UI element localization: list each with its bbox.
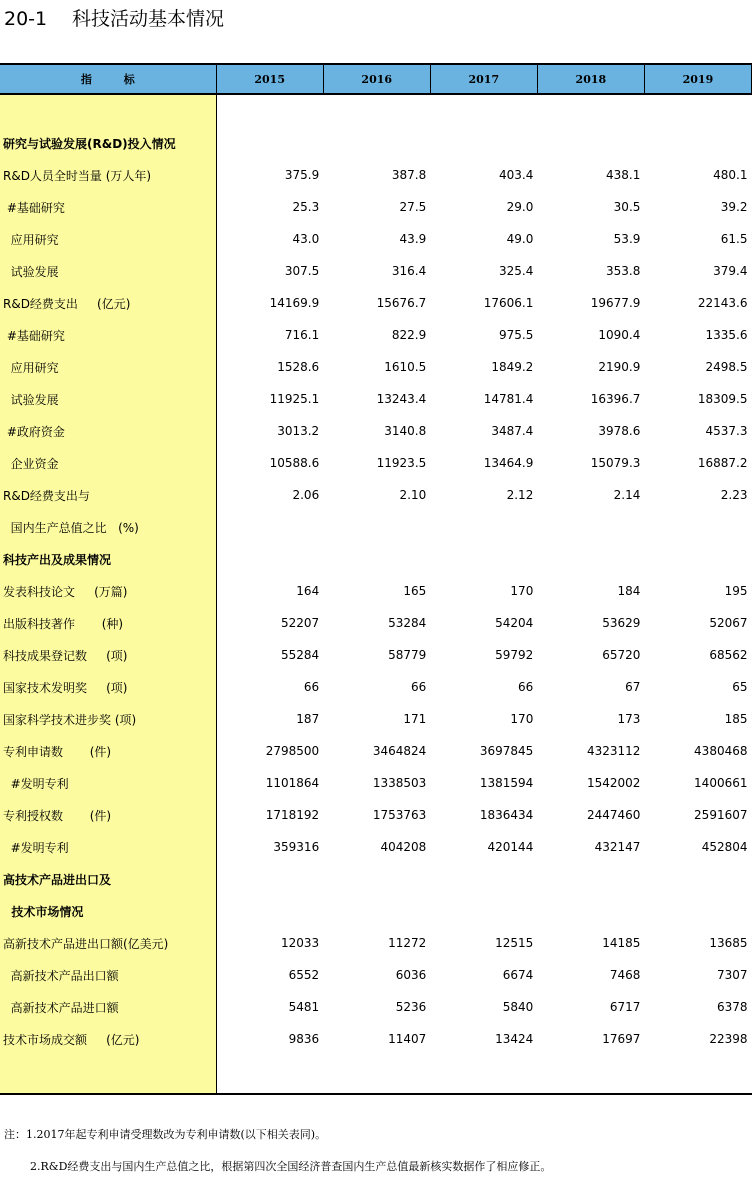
table-cell: 2498.5: [705, 360, 748, 374]
table-cell: 11272: [388, 936, 427, 950]
table-cell: 6674: [502, 968, 534, 982]
table-cell: 52207: [281, 616, 320, 630]
table-cell: 17606.1: [483, 296, 534, 310]
table-cell: 452804: [701, 840, 748, 854]
table-cell: 1335.6: [705, 328, 748, 342]
year-header: 2017: [430, 64, 537, 94]
table-cell: 387.8: [391, 168, 427, 182]
table-row: [0, 575, 752, 607]
table-cell: 5236: [395, 1000, 427, 1014]
table-cell: 325.4: [498, 264, 534, 278]
table-cell: 1836434: [479, 808, 534, 822]
row-label: 出版科技著作 (种): [0, 607, 216, 639]
table-cell: 13464.9: [483, 456, 534, 470]
row-label: #发明专利: [0, 767, 216, 799]
table-row: [0, 447, 752, 479]
row-label: 应用研究: [0, 351, 216, 383]
table-cell: [216, 895, 323, 927]
table-cell: [644, 895, 751, 927]
table-cell: 3140.8: [384, 424, 427, 438]
year-header: 2019: [644, 64, 751, 94]
table-cell: 195: [724, 584, 748, 598]
table-cell: 65: [732, 680, 748, 694]
row-label: 技术市场成交额 (亿元): [0, 1023, 216, 1055]
table-cell: 7307: [716, 968, 748, 982]
table-cell: [644, 543, 751, 575]
table-row: [0, 1023, 752, 1055]
table-row: [0, 319, 752, 351]
table-cell: [644, 127, 751, 159]
table-cell: 432147: [594, 840, 641, 854]
table-cell: [537, 863, 644, 895]
table-row: [0, 671, 752, 703]
table-cell: 2798500: [265, 744, 320, 758]
table-cell: [323, 543, 430, 575]
table-cell: 11923.5: [376, 456, 427, 470]
table-cell: 14185: [602, 936, 641, 950]
table-row: [0, 191, 752, 223]
row-label: 高新技术产品进出口额(亿美元): [0, 927, 216, 959]
table-cell: 11407: [388, 1032, 427, 1046]
year-header: 2018: [537, 64, 644, 94]
header-row: [0, 64, 752, 94]
table-row: [0, 991, 752, 1023]
table-cell: 173: [617, 712, 641, 726]
table-cell: [216, 511, 323, 543]
indicator-header: 指 标: [0, 64, 216, 94]
table-cell: [323, 127, 430, 159]
table-cell: 17697: [602, 1032, 641, 1046]
spacer-row: [0, 94, 752, 127]
table-cell: [644, 511, 751, 543]
table-cell: 1338503: [372, 776, 427, 790]
table-cell: [323, 863, 430, 895]
table-row: [0, 735, 752, 767]
row-label: #政府资金: [0, 415, 216, 447]
table-cell: 3978.6: [598, 424, 641, 438]
table-cell: 5481: [288, 1000, 320, 1014]
table-cell: 16887.2: [697, 456, 748, 470]
table-row: [0, 159, 752, 191]
table-cell: [323, 895, 430, 927]
table-cell: 61.5: [720, 232, 748, 246]
table-title: 科技活动基本情况: [72, 8, 225, 30]
table-cell: 7468: [609, 968, 641, 982]
table-cell: 1090.4: [598, 328, 641, 342]
table-cell: 43.0: [292, 232, 320, 246]
table-row: [0, 767, 752, 799]
table-row: [0, 831, 752, 863]
section-label: 科技产出及成果情况: [0, 543, 216, 575]
table-cell: 19677.9: [590, 296, 641, 310]
row-label: 应用研究: [0, 223, 216, 255]
table-cell: 6717: [609, 1000, 641, 1014]
table-cell: 14781.4: [483, 392, 534, 406]
table-row: [0, 383, 752, 415]
table-cell: 29.0: [506, 200, 534, 214]
table-cell: 353.8: [606, 264, 641, 278]
table-cell: 55284: [281, 648, 320, 662]
row-label: #基础研究: [0, 319, 216, 351]
row-label: 科技成果登记数 (项): [0, 639, 216, 671]
table-cell: 67: [625, 680, 641, 694]
table-cell: 1718192: [265, 808, 320, 822]
table-row: [0, 287, 752, 319]
section-label: 研究与试验发展(R&D)投入情况: [0, 127, 216, 159]
table-row: [0, 959, 752, 991]
table-cell: 716.1: [284, 328, 320, 342]
row-label: 专利申请数 (件): [0, 735, 216, 767]
spacer-row: [0, 1055, 752, 1094]
table-row: [0, 223, 752, 255]
table-cell: 9836: [288, 1032, 320, 1046]
table-cell: 3013.2: [277, 424, 320, 438]
table-row: [0, 703, 752, 735]
table-cell: 822.9: [391, 328, 427, 342]
section-row: [0, 127, 752, 159]
row-label: R&D经费支出与: [0, 479, 216, 511]
table-cell: [537, 543, 644, 575]
table-cell: 2.23: [720, 488, 748, 502]
table-cell: 6378: [716, 1000, 748, 1014]
footnote: 注：1.2017年起专利申请受理数改为专利申请数(以下相关表同)。: [4, 1128, 327, 1141]
row-label: 试验发展: [0, 383, 216, 415]
table-cell: 25.3: [292, 200, 320, 214]
table-cell: 22143.6: [697, 296, 748, 310]
table-cell: 58779: [388, 648, 427, 662]
table-cell: [323, 511, 430, 543]
table-cell: [430, 895, 537, 927]
table-cell: 2.12: [506, 488, 534, 502]
table-cell: 359316: [273, 840, 320, 854]
table-cell: [430, 127, 537, 159]
table-cell: 6036: [395, 968, 427, 982]
table-cell: 53.9: [613, 232, 641, 246]
table-cell: 438.1: [606, 168, 641, 182]
table-cell: 2447460: [586, 808, 641, 822]
row-label: R&D经费支出 (亿元): [0, 287, 216, 319]
statistics-table: [0, 63, 752, 1095]
table-row: [0, 351, 752, 383]
table-cell: 27.5: [399, 200, 427, 214]
table-cell: 4323112: [586, 744, 641, 758]
table-cell: 3697845: [479, 744, 534, 758]
row-label: #发明专利: [0, 831, 216, 863]
table-cell: 1753763: [372, 808, 427, 822]
table-cell: 13243.4: [376, 392, 427, 406]
table-cell: 43.9: [399, 232, 427, 246]
row-label: 国家技术发明奖 (项): [0, 671, 216, 703]
row-label: R&D人员全时当量 (万人年): [0, 159, 216, 191]
table-cell: [430, 511, 537, 543]
table-cell: 1400661: [694, 776, 748, 790]
table-cell: 403.4: [498, 168, 534, 182]
table-cell: 170: [510, 712, 534, 726]
section-row: [0, 863, 752, 895]
table-cell: [216, 127, 323, 159]
table-cell: 2.10: [399, 488, 427, 502]
row-label: 专利授权数 (件): [0, 799, 216, 831]
table-cell: 379.4: [713, 264, 748, 278]
table-cell: 66: [303, 680, 320, 694]
footnotes: [4, 1119, 551, 1183]
table-cell: 187: [296, 712, 320, 726]
table-cell: [430, 863, 537, 895]
table-cell: 5840: [502, 1000, 534, 1014]
row-label: 发表科技论文 (万篇): [0, 575, 216, 607]
table-cell: 13424: [495, 1032, 534, 1046]
table-cell: 65720: [602, 648, 641, 662]
table-cell: 16396.7: [590, 392, 641, 406]
table-cell: 480.1: [713, 168, 748, 182]
row-label: 试验发展: [0, 255, 216, 287]
table-row: [0, 511, 752, 543]
table-cell: 184: [617, 584, 641, 598]
table-cell: 185: [724, 712, 748, 726]
table-row: [0, 799, 752, 831]
table-cell: 375.9: [284, 168, 320, 182]
section-row: [0, 895, 752, 927]
table-row: [0, 255, 752, 287]
table-cell: 53284: [388, 616, 427, 630]
row-label: #基础研究: [0, 191, 216, 223]
table-cell: 68562: [709, 648, 748, 662]
table-cell: 49.0: [506, 232, 534, 246]
table-cell: 39.2: [720, 200, 748, 214]
table-cell: 2190.9: [598, 360, 641, 374]
table-cell: 1381594: [479, 776, 534, 790]
table-cell: 3464824: [372, 744, 427, 758]
table-cell: 4537.3: [705, 424, 748, 438]
table-cell: 1101864: [265, 776, 320, 790]
table-cell: 30.5: [613, 200, 641, 214]
table-cell: 66: [518, 680, 534, 694]
year-header: 2016: [323, 64, 430, 94]
table-cell: 10588.6: [269, 456, 320, 470]
table-cell: 2591607: [694, 808, 748, 822]
table-cell: 171: [403, 712, 427, 726]
table-cell: [216, 543, 323, 575]
row-label: 高新技术产品进口额: [0, 991, 216, 1023]
table-number: 20-1: [4, 8, 48, 30]
table-cell: 1610.5: [384, 360, 427, 374]
table-cell: [216, 863, 323, 895]
table-cell: 14169.9: [269, 296, 320, 310]
table-cell: 307.5: [284, 264, 320, 278]
table-cell: 22398: [709, 1032, 748, 1046]
table-cell: 316.4: [391, 264, 427, 278]
table-cell: 54204: [495, 616, 534, 630]
table-cell: 170: [510, 584, 534, 598]
table-cell: 66: [410, 680, 427, 694]
table-cell: 1542002: [586, 776, 641, 790]
table-cell: 2.14: [613, 488, 641, 502]
table-cell: 12033: [281, 936, 320, 950]
footnote: 2.R&D经费支出与国内生产总值之比，根据第四次全国经济普查国内生产总值最新核实数据作了相应修正。: [30, 1160, 552, 1173]
section-label: 高技术产品进出口及: [0, 863, 216, 895]
table-cell: [430, 543, 537, 575]
table-cell: 165: [403, 584, 427, 598]
table-cell: 2.06: [292, 488, 320, 502]
table-cell: 420144: [487, 840, 534, 854]
table-cell: 4380468: [694, 744, 748, 758]
table-cell: 404208: [380, 840, 427, 854]
table-cell: 52067: [709, 616, 748, 630]
table-cell: 53629: [602, 616, 641, 630]
table-row: [0, 639, 752, 671]
table-cell: 15676.7: [376, 296, 427, 310]
table-cell: 975.5: [498, 328, 534, 342]
row-label: 企业资金: [0, 447, 216, 479]
table-cell: [537, 511, 644, 543]
row-label: 国内生产总值之比 (%): [0, 511, 216, 543]
table-cell: 1528.6: [277, 360, 320, 374]
table-cell: 12515: [495, 936, 534, 950]
table-cell: 1849.2: [491, 360, 534, 374]
table-cell: 6552: [288, 968, 320, 982]
table-cell: 164: [296, 584, 320, 598]
table-cell: 59792: [495, 648, 534, 662]
page-title: [4, 4, 224, 34]
section-label: 技术市场情况: [0, 895, 216, 927]
table-cell: 15079.3: [590, 456, 641, 470]
table-row: [0, 415, 752, 447]
section-row: [0, 543, 752, 575]
table-cell: [537, 895, 644, 927]
table-row: [0, 607, 752, 639]
table-cell: [537, 127, 644, 159]
row-label: 高新技术产品出口额: [0, 959, 216, 991]
table-cell: 11925.1: [269, 392, 320, 406]
row-label: 国家科学技术进步奖 (项): [0, 703, 216, 735]
table-cell: [644, 863, 751, 895]
table-cell: 3487.4: [491, 424, 534, 438]
table-cell: 13685: [709, 936, 748, 950]
year-header: 2015: [216, 64, 323, 94]
table-row: [0, 479, 752, 511]
table-cell: 18309.5: [697, 392, 748, 406]
table-row: [0, 927, 752, 959]
